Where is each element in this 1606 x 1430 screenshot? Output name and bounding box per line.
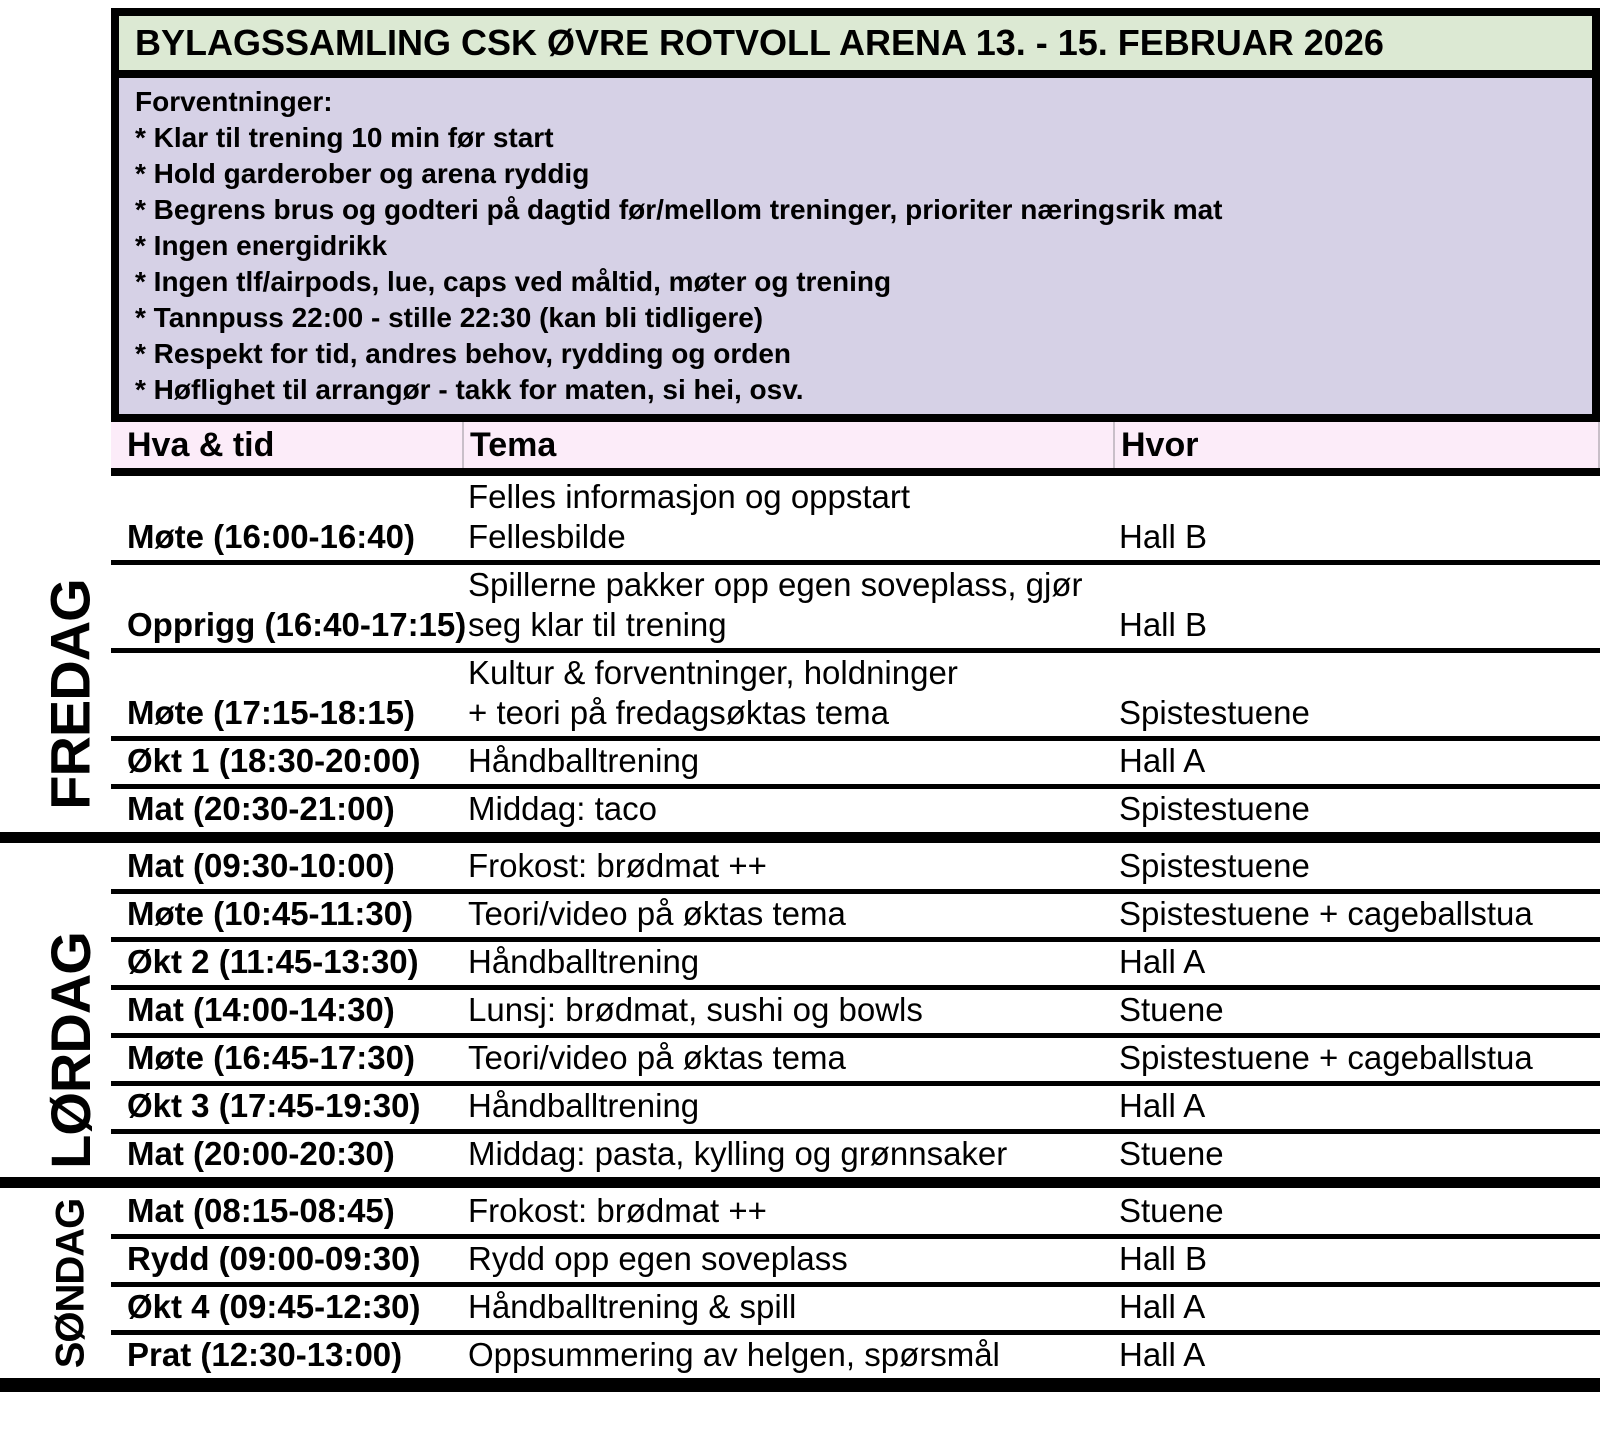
hvor-cell: Hall A	[1119, 1288, 1206, 1325]
expectation-item: * Respekt for tid, andres behov, rydding og orden	[135, 338, 792, 369]
schedule-row	[111, 937, 1600, 985]
day-divider	[0, 832, 1600, 843]
schedule-row	[111, 1282, 1600, 1330]
day-section	[0, 843, 1606, 1177]
header-underline	[111, 468, 1600, 476]
tema-line: Håndballtrening	[468, 943, 700, 980]
day-rows	[111, 476, 1600, 832]
tema-line: Felles informasjon og oppstart	[468, 478, 911, 515]
activity-time-cell: Prat (12:30-13:00)	[127, 1336, 403, 1373]
top-info-box	[111, 8, 1600, 422]
header-hva-tid: Hva & tid	[127, 425, 275, 464]
schedule-row	[111, 1081, 1600, 1129]
expectation-item: * Klar til trening 10 min før start	[135, 122, 554, 153]
header-tema: Tema	[462, 422, 1113, 468]
tema-cell	[462, 789, 1113, 829]
day-label: FREDAG	[39, 578, 103, 810]
expectations-heading: Forventninger:	[135, 86, 333, 117]
day-gutter	[0, 476, 111, 832]
activity-time-cell: Mat (09:30-10:00)	[127, 847, 395, 884]
tema-line: Teori/video på øktas tema	[468, 1039, 846, 1076]
tema-line: Kultur & forventninger, holdninger	[468, 654, 958, 691]
tema-line: Rydd opp egen soveplass	[468, 1240, 848, 1277]
tema-line: Spillerne pakker opp egen soveplass, gjør	[468, 566, 1083, 603]
tema-cell	[462, 990, 1113, 1030]
day-gutter	[0, 843, 111, 1177]
schedule-row	[111, 648, 1600, 736]
day-label: LØRDAG	[39, 931, 102, 1169]
day-divider	[0, 1177, 1600, 1188]
hvor-cell: Hall B	[1119, 1240, 1208, 1277]
header-hvor: Hvor	[1113, 422, 1598, 468]
tema-line: seg klar til trening	[468, 606, 727, 643]
expectations-box	[119, 78, 1592, 414]
hvor-cell: Hall A	[1119, 943, 1206, 980]
tema-line: Middag: taco	[468, 790, 657, 827]
expectation-item: * Begrens brus og godteri på dagtid før/mellom treninger, prioriter næringsrik mat	[135, 194, 1223, 225]
bottom-border	[0, 1378, 1600, 1392]
schedule-row	[111, 1033, 1600, 1081]
activity-time-cell: Økt 1 (18:30-20:00)	[127, 742, 421, 779]
day-label-wrap	[0, 843, 111, 1177]
tema-cell	[462, 653, 1113, 733]
schedule-row	[111, 1188, 1600, 1234]
hvor-cell: Spistestuene	[1119, 847, 1310, 884]
tema-cell	[462, 1191, 1113, 1231]
tema-line: Frokost: brødmat ++	[468, 1192, 767, 1229]
activity-time-cell: Mat (20:30-21:00)	[127, 790, 395, 827]
tema-line: Oppsummering av helgen, spørsmål	[468, 1336, 1000, 1373]
activity-time-cell: Møte (17:15-18:15)	[127, 694, 415, 731]
tema-cell	[462, 1134, 1113, 1174]
hvor-cell: Hall B	[1119, 606, 1208, 643]
hvor-cell: Hall A	[1119, 1336, 1206, 1373]
schedule-row	[111, 1129, 1600, 1177]
activity-time-cell: Møte (16:45-17:30)	[127, 1039, 415, 1076]
table-header-row	[111, 422, 1600, 468]
tema-cell	[462, 1239, 1113, 1279]
schedule-row	[111, 1234, 1600, 1282]
tema-line: Teori/video på øktas tema	[468, 895, 846, 932]
tema-line: Frokost: brødmat ++	[468, 847, 767, 884]
activity-time-cell: Opprigg (16:40-17:15)	[127, 606, 467, 643]
schedule-row	[111, 560, 1600, 648]
hvor-cell: Stuene	[1119, 1135, 1224, 1172]
schedule-row	[111, 476, 1600, 560]
tema-cell	[462, 894, 1113, 934]
expectations-list	[135, 120, 1576, 408]
hvor-cell: Hall A	[1119, 1087, 1206, 1124]
hvor-cell: Spistestuene + cageballstua	[1119, 895, 1533, 932]
expectation-item: * Hold garderober og arena ryddig	[135, 158, 590, 189]
activity-time-cell: Mat (14:00-14:30)	[127, 991, 395, 1028]
tema-cell	[462, 942, 1113, 982]
activity-time-cell: Økt 2 (11:45-13:30)	[127, 943, 419, 980]
activity-time-cell: Mat (08:15-08:45)	[127, 1192, 395, 1229]
hvor-cell: Spistestuene + cageballstua	[1119, 1039, 1533, 1076]
schedule-body	[0, 476, 1606, 1378]
activity-time-cell: Rydd (09:00-09:30)	[127, 1240, 421, 1277]
tema-cell	[462, 846, 1113, 886]
day-section	[0, 476, 1606, 832]
hvor-cell: Spistestuene	[1119, 790, 1310, 827]
tema-cell	[462, 1287, 1113, 1327]
tema-cell	[462, 565, 1113, 645]
expectation-item: * Tannpuss 22:00 - stille 22:30 (kan bli tidligere)	[135, 302, 764, 333]
tema-cell	[462, 1038, 1113, 1078]
expectation-item: * Høflighet til arrangør - takk for maten, si hei, osv.	[135, 374, 804, 405]
hvor-cell: Stuene	[1119, 1192, 1224, 1229]
tema-line: Lunsj: brødmat, sushi og bowls	[468, 991, 923, 1028]
tema-line: Fellesbilde	[468, 518, 626, 555]
schedule-row	[111, 843, 1600, 889]
schedule-row	[111, 985, 1600, 1033]
day-rows	[111, 1188, 1600, 1378]
tema-cell	[462, 741, 1113, 781]
page-title: BYLAGSSAMLING CSK ØVRE ROTVOLL ARENA 13. - 15. FEBRUAR 2026	[119, 16, 1592, 78]
tema-line: Håndballtrening	[468, 1087, 700, 1124]
activity-time-cell: Møte (16:00-16:40)	[127, 518, 415, 555]
activity-time-cell: Økt 3 (17:45-19:30)	[127, 1087, 421, 1124]
expectation-item: * Ingen tlf/airpods, lue, caps ved måltid, møter og trening	[135, 266, 892, 297]
activity-time-cell: Økt 4 (09:45-12:30)	[127, 1288, 421, 1325]
schedule-row	[111, 784, 1600, 832]
hvor-cell: Spistestuene	[1119, 694, 1310, 731]
tema-line: Håndballtrening & spill	[468, 1288, 797, 1325]
day-label-wrap	[0, 476, 111, 832]
schedule-row	[111, 736, 1600, 784]
activity-time-cell: Møte (10:45-11:30)	[127, 895, 414, 932]
tema-cell	[462, 477, 1113, 557]
day-rows	[111, 843, 1600, 1177]
schedule-row	[111, 889, 1600, 937]
hvor-cell: Stuene	[1119, 991, 1224, 1028]
schedule-row	[111, 1330, 1600, 1378]
day-label-wrap	[0, 1188, 111, 1378]
tema-line: Middag: pasta, kylling og grønnsaker	[468, 1135, 1008, 1172]
day-gutter	[0, 1188, 111, 1378]
tema-line: + teori på fredagsøktas tema	[468, 694, 889, 731]
day-section	[0, 1188, 1606, 1378]
day-label: SØNDAG	[48, 1198, 93, 1368]
expectation-item: * Ingen energidrikk	[135, 230, 388, 261]
hvor-cell: Hall B	[1119, 518, 1208, 555]
activity-time-cell: Mat (20:00-20:30)	[127, 1135, 395, 1172]
tema-line: Håndballtrening	[468, 742, 700, 779]
hvor-cell: Hall A	[1119, 742, 1206, 779]
tema-cell	[462, 1335, 1113, 1375]
tema-cell	[462, 1086, 1113, 1126]
